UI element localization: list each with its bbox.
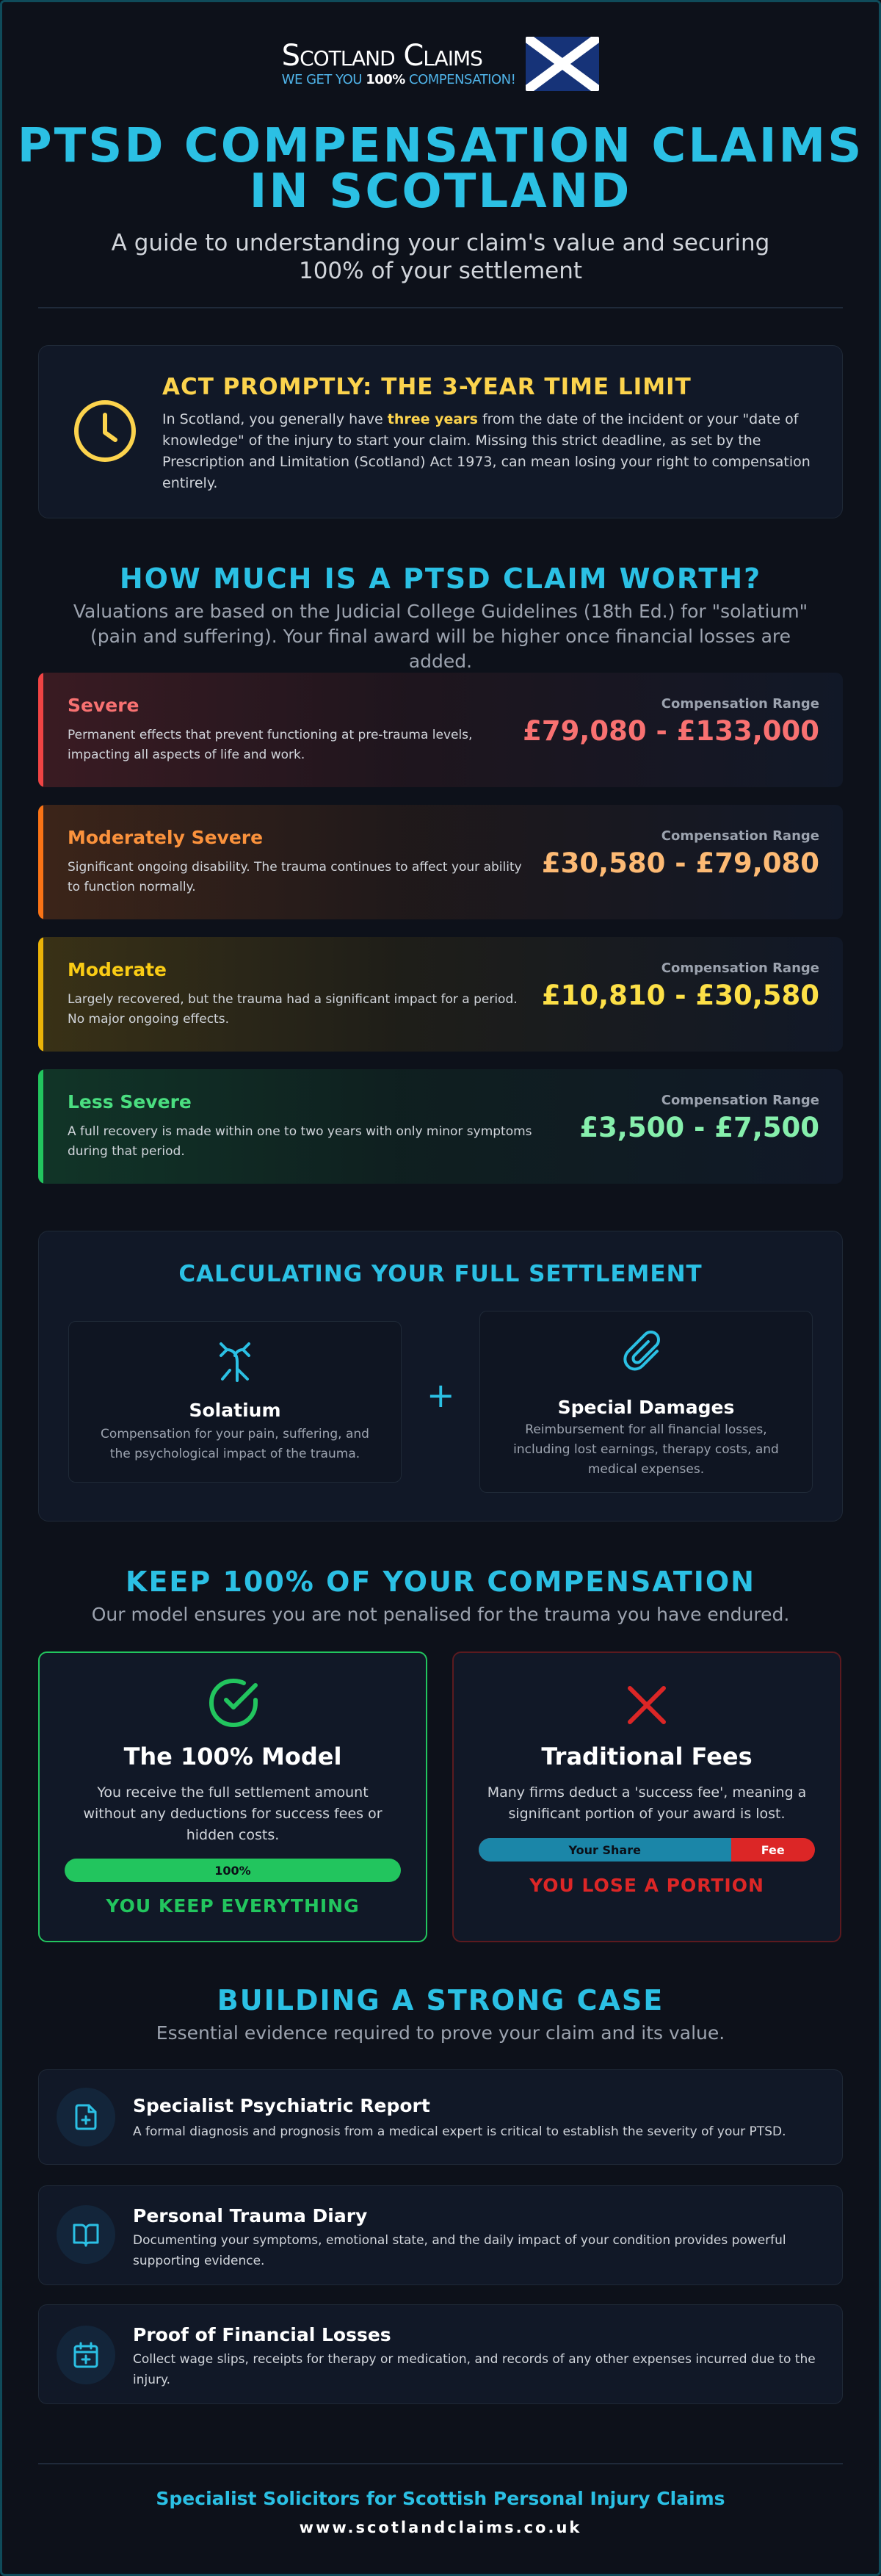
- footer-divider: [38, 2463, 843, 2464]
- footer-tagline: Specialist Solicitors for Scottish Personal Injury Claims: [156, 2488, 725, 2509]
- fee-segment: [731, 1838, 816, 1862]
- saltire-flag-icon: [526, 37, 599, 91]
- tier-desc: Significant ongoing disability. The trauma continues to affect your ability to function normally.: [68, 860, 522, 894]
- traditional-title: Traditional Fees: [541, 1743, 753, 1770]
- tier-accent-bar: [38, 673, 43, 787]
- time-limit-highlight: three years: [387, 411, 478, 427]
- x-cross-icon: [624, 1682, 670, 1728]
- lose-result: YOU LOSE A PORTION: [529, 1875, 764, 1896]
- solatium-desc: Compensation for your pain, suffering, and the psychological impact of the trauma.: [101, 1427, 369, 1461]
- tier-name: Less Severe: [68, 1091, 192, 1112]
- tier-range-label: Compensation Range: [661, 696, 819, 712]
- tier-name: Moderately Severe: [68, 827, 264, 848]
- your-share-label: Your Share: [568, 1842, 641, 1857]
- open-book-icon: [57, 2205, 115, 2264]
- page-subtitle: A guide to understanding your claim's value and securing 100% of your settlement: [111, 230, 770, 284]
- plus-sign: +: [427, 1375, 455, 1415]
- brand-logo[interactable]: [0, 37, 881, 91]
- evidence-item-desc: Documenting your symptoms, emotional state, and the daily impact of your condition provides powerful supporting evidence.: [133, 2233, 786, 2268]
- tier-name: Severe: [68, 695, 139, 716]
- traditional-desc: Many firms deduct a 'success fee', meaning a significant portion of your award is lost.: [487, 1784, 807, 1822]
- brand-name: Scotland Claims: [281, 39, 482, 73]
- tier-range: £79,080 - £133,000: [523, 715, 819, 747]
- evidence-subtitle: Essential evidence required to prove your claim and its value.: [156, 2022, 725, 2044]
- evidence-item: [38, 2185, 843, 2285]
- worth-subtitle: Valuations are based on the Judicial College Guidelines (18th Ed.) for "solatium" (pain and suffering). Your final award will be higher once financial losses are added.: [73, 601, 808, 672]
- footer-url[interactable]: www.scotlandclaims.co.uk: [299, 2519, 582, 2536]
- tier-accent-bar: [38, 805, 43, 919]
- tier-range: £3,500 - £7,500: [579, 1112, 819, 1143]
- clock-icon: [71, 397, 139, 465]
- tier-name: Moderate: [68, 959, 167, 980]
- evidence-item-desc: Collect wage slips, receipts for therapy or medication, and records of any other expenses incurred due to the injury.: [133, 2352, 816, 2387]
- fee-split-bar: [479, 1838, 815, 1862]
- page-title: PTSD COMPENSATION CLAIMS IN SCOTLAND: [17, 119, 864, 219]
- file-plus-icon: [57, 2088, 115, 2146]
- evidence-item-title: Proof of Financial Losses: [133, 2324, 391, 2345]
- time-limit-title: ACT PROMPTLY: THE 3-YEAR TIME LIMIT: [162, 374, 692, 400]
- tier-range-label: Compensation Range: [661, 828, 819, 844]
- tier-range: £30,580 - £79,080: [541, 847, 819, 879]
- compensation-tier: [38, 1069, 843, 1184]
- keep-title: KEEP 100% OF YOUR COMPENSATION: [126, 1566, 755, 1598]
- tier-desc: Permanent effects that prevent functioning at pre-trauma levels, impacting all aspects of life and work.: [68, 728, 473, 762]
- keep-progress-fill: [65, 1859, 401, 1882]
- model-100-desc: You receive the full settlement amount without any deductions for success fees or hidden costs.: [83, 1784, 383, 1843]
- settlement-card: [38, 1231, 843, 1522]
- settlement-title: CALCULATING YOUR FULL SETTLEMENT: [178, 1261, 703, 1287]
- divider: [38, 307, 843, 308]
- solatium-title: Solatium: [189, 1400, 281, 1421]
- tier-desc: Largely recovered, but the trauma had a significant impact for a period. No major ongoing effects.: [68, 992, 518, 1027]
- keep-progress-label: 100%: [214, 1863, 251, 1878]
- paperclip-icon: [620, 1329, 672, 1381]
- evidence-item-title: Specialist Psychiatric Report: [133, 2095, 430, 2116]
- keep-result: YOU KEEP EVERYTHING: [106, 1895, 360, 1917]
- tier-accent-bar: [38, 1069, 43, 1184]
- worth-title: HOW MUCH IS A PTSD CLAIM WORTH?: [119, 562, 762, 595]
- solatium-card: [68, 1321, 402, 1483]
- evidence-item: [38, 2304, 843, 2404]
- keep-progress-bar: [65, 1859, 401, 1882]
- evidence-item-title: Personal Trauma Diary: [133, 2205, 368, 2226]
- traditional-fees-card: [452, 1651, 841, 1942]
- special-damages-desc: Reimbursement for all financial losses, including lost earnings, therapy costs, and medical expenses.: [513, 1422, 779, 1477]
- tier-range-label: Compensation Range: [661, 960, 819, 976]
- your-share-segment: [479, 1838, 731, 1862]
- model-100-title: The 100% Model: [123, 1743, 342, 1770]
- keep-subtitle: Our model ensures you are not penalised for the trauma you have endured.: [91, 1604, 790, 1625]
- evidence-title: BUILDING A STRONG CASE: [217, 1984, 664, 2016]
- calendar-plus-icon: [57, 2326, 115, 2384]
- evidence-item-desc: A formal diagnosis and prognosis from a medical expert is critical to establish the severity of your PTSD.: [133, 2124, 786, 2139]
- tier-range: £10,810 - £30,580: [541, 980, 819, 1011]
- tier-accent-bar: [38, 937, 43, 1052]
- fee-label: Fee: [761, 1842, 785, 1857]
- person-arrows-icon: [209, 1336, 261, 1388]
- tier-desc: A full recovery is made within one to two years with only minor symptoms during that period.: [68, 1124, 532, 1159]
- special-damages-title: Special Damages: [557, 1397, 735, 1418]
- special-damages-card: [479, 1311, 813, 1493]
- brand-tagline: WE GET YOU 100% COMPENSATION!: [281, 72, 516, 87]
- time-limit-card: [38, 345, 843, 518]
- evidence-item: [38, 2069, 843, 2165]
- model-100-card: [38, 1651, 427, 1942]
- time-limit-body: In Scotland, you generally have three years from the date of the incident or your "date of knowledge" of the injury to start your claim. Missing this strict deadline, as set by the Prescription and Limitation (Scotland) Act 1973, can mean losing your right to compensation entirely.: [162, 411, 811, 491]
- compensation-tier: [38, 805, 843, 919]
- check-circle-icon: [206, 1675, 261, 1731]
- compensation-tier: [38, 673, 843, 787]
- tier-range-label: Compensation Range: [661, 1093, 819, 1108]
- compensation-tier: [38, 937, 843, 1052]
